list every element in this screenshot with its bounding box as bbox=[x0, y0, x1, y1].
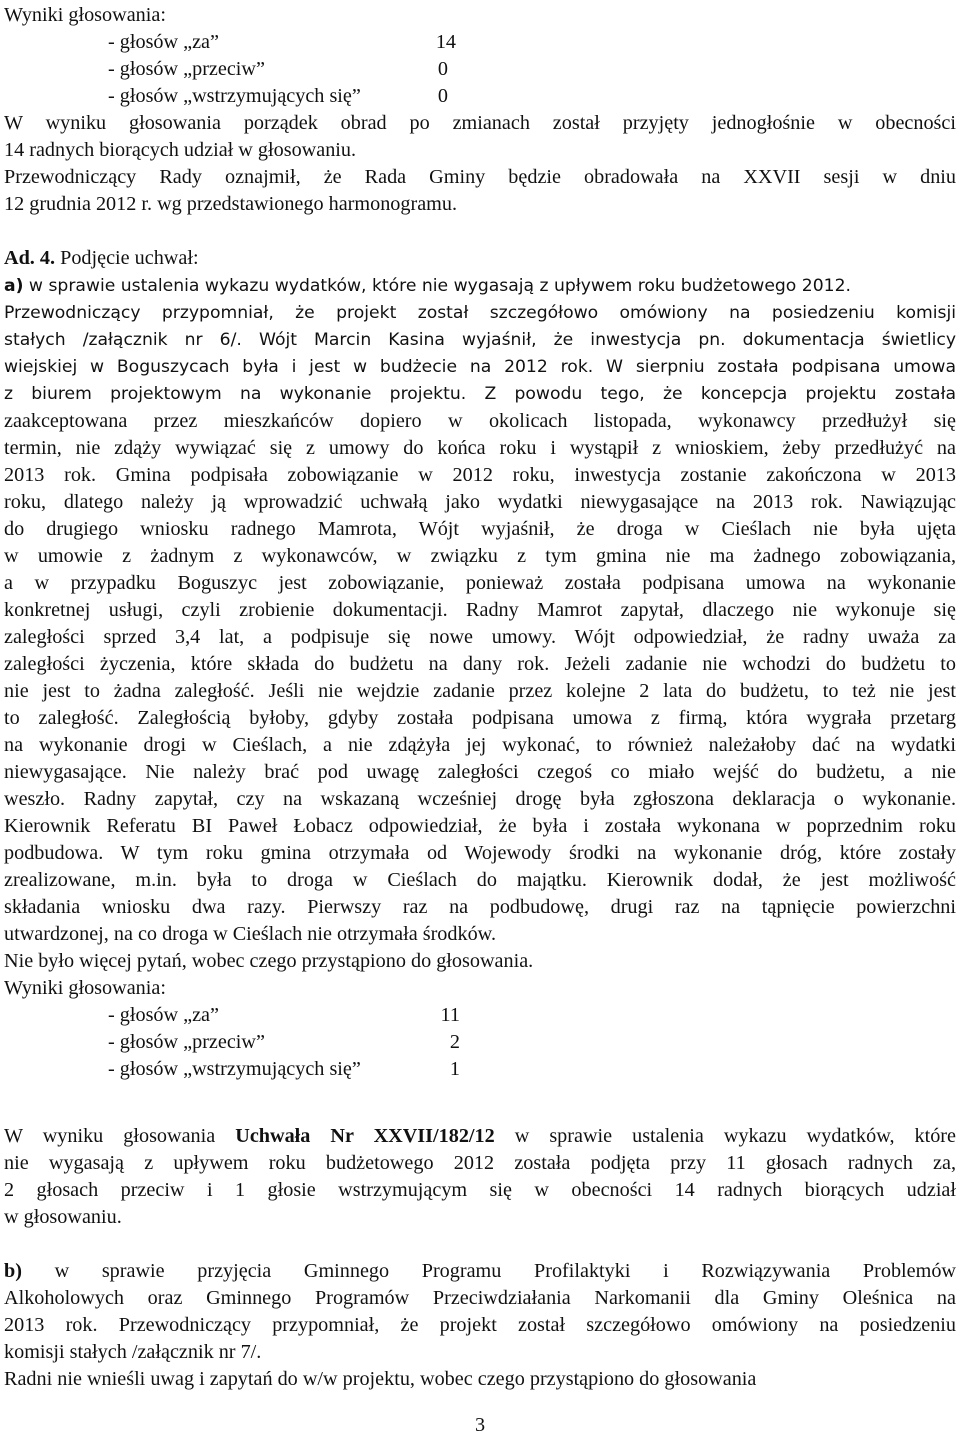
text-line: wiejskiej w Boguszycach była i jest w budżecie na 2012 rok. W sierpniu została podpisana umowa bbox=[4, 357, 956, 377]
resolution-a-title: w sprawie ustalenia wykazu wydatków, które nie wygasają z upływem roku budżetowego 2012. bbox=[23, 276, 851, 296]
vote-value: 0 bbox=[437, 85, 448, 107]
text-line: stałych /załącznik nr 6/. Wójt Marcin Kasina wyjaśnił, że inwestycja pn. dokumentacja świetlicy bbox=[4, 330, 956, 350]
text-line: w głosowaniu. bbox=[4, 1206, 122, 1228]
text-line: W wyniku głosowania porządek obrad po zmianach został przyjęty jednogłośnie w obecności bbox=[4, 112, 956, 134]
text-line: z biurem projektowym na wykonanie projektu. Z powodu tego, że koncepcja projektu została bbox=[4, 384, 956, 404]
text-line: termin, nie zdąży wywiązać się z umowy do końca roku i wystąpił z wnioskiem, żeby przedłużyć na bbox=[4, 437, 956, 459]
text-line: komisji stałych /załącznik nr 7/. bbox=[4, 1341, 262, 1363]
resolution-number: Uchwała Nr XXVII/182/12 bbox=[235, 1125, 495, 1147]
vote-label: - głosów „za” bbox=[108, 1004, 219, 1026]
text-line: Nie było więcej pytań, wobec czego przystąpiono do głosowania. bbox=[4, 950, 534, 972]
text-line: zaległości życzenia, które składa do budżetu na dany rok. Jeżeli zadanie nie wchodzi do budżetu to bbox=[4, 653, 956, 675]
text-line: Przewodniczący przypomniał, że projekt został szczegółowo omówiony na posiedzeniu komisji bbox=[4, 303, 956, 323]
text-line: Alkoholowych oraz Gminnego Programów Przeciwdziałania Narkomanii dla Gminy Oleśnica na bbox=[4, 1287, 956, 1309]
vote-value: 14 bbox=[435, 31, 456, 53]
agenda-item-heading bbox=[4, 245, 956, 273]
text-line: nie wygasają z upływem roku budżetowego 2012 została podjęta przy 11 głosach radnych za, bbox=[4, 1152, 956, 1174]
text-line: konkretnej usługi, czyli zrobienie dokumentacji. Radny Mamrot zapytał, dlaczego nie wykonuje się bbox=[4, 599, 956, 621]
text-line: 14 radnych biorących udział w głosowaniu. bbox=[4, 139, 357, 161]
text-line: 2 głosach przeciw i 1 głosie wstrzymującym się w obecności 14 radnych biorących udział bbox=[4, 1179, 956, 1201]
text-line: 12 grudnia 2012 r. wg przedstawionego harmonogramu. bbox=[4, 193, 457, 215]
text-line: Kierownik Referatu BI Paweł Łobacz odpowiedział, że była i została wykonana w poprzednim roku bbox=[4, 815, 956, 837]
text-line: 2013 rok. Przewodniczący przypomniał, że projekt został szczegółowo omówiony na posiedzeniu bbox=[4, 1314, 956, 1336]
text-line: weszło. Radny zapytał, czy na wskazaną wcześniej drogę była zgłoszona deklaracja o wykonanie. bbox=[4, 788, 956, 810]
resolution-a-label: a) bbox=[4, 276, 24, 296]
text-line: na wykonanie drogi w Cieślach, a nie zdążyła jej wykonać, to również należałoby dać na wydatki bbox=[4, 734, 956, 756]
text-line: niewygasające. Nie należy brać pod uwagę zaległości czegoś co miało wejść do budżetu, a nie bbox=[4, 761, 956, 783]
resolution-b-label: b) bbox=[4, 1260, 22, 1282]
text-line: Przewodniczący Rady oznajmił, że Rada Gminy będzie obradowała na XXVII sesji w dniu bbox=[4, 166, 956, 188]
text-line: to zaległość. Zaległością byłoby, gdyby została podpisana umowa z firmą, która wygrała przetarg bbox=[4, 707, 956, 729]
text-line: nie jest to żadna zaległość. Jeśli nie wejdzie zadanie przez kolejne 2 lata do budżetu, to też nie jest bbox=[4, 680, 956, 702]
resolution-result-subject: w sprawie ustalenia wykazu wydatków, które bbox=[494, 1125, 956, 1147]
vote-value: 0 bbox=[437, 58, 448, 80]
resolution-result-line bbox=[4, 1123, 956, 1151]
page-number: 3 bbox=[474, 1414, 486, 1436]
agenda-item-number: Ad. 4. bbox=[4, 247, 56, 269]
text-line: zaległości sprzed 3,4 lat, a podpisuje się nowe umowy. Wójt odpowiedział, że radny uważa za bbox=[4, 626, 956, 648]
text-line: w umowie z żadnym z wykonawców, w związku z tym gmina nie ma żadnego zobowiązania, bbox=[4, 545, 956, 567]
vote1-heading: Wyniki głosowania: bbox=[4, 4, 166, 26]
text-line: do drugiego wniosku radnego Mamrota, Wójt wyjaśnił, że droga w Cieślach nie była ujęta bbox=[4, 518, 956, 540]
vote-value: 1 bbox=[449, 1058, 460, 1080]
agenda-item-title: Podjęcie uchwał: bbox=[55, 247, 199, 269]
text-line: zrealizowane, m.in. była to droga w Cieślach do majątku. Kierownik dodał, że jest możliwość bbox=[4, 869, 956, 891]
vote-value: 11 bbox=[440, 1004, 460, 1026]
vote-label: - głosów „za” bbox=[108, 31, 219, 53]
vote-label: - głosów „wstrzymujących się” bbox=[108, 85, 361, 107]
text-line: Radni nie wnieśli uwag i zapytań do w/w projektu, wobec czego przystąpiono do głosowania bbox=[4, 1368, 757, 1390]
resolution-result-intro: W wyniku głosowania bbox=[4, 1125, 236, 1147]
text-line: podbudowa. W tym roku gmina otrzymała od Wojewody środki na wykonanie dróg, które zostały bbox=[4, 842, 956, 864]
text-line: zaakceptowana przez mieszkańców dopiero w okolicach listopada, wykonawcy przedłużył się bbox=[4, 410, 956, 432]
text-line: składania wniosku dwa razy. Pierwszy raz na podbudowę, drugi raz na tąpnięcie powierzchni bbox=[4, 896, 956, 918]
resolution-b-heading bbox=[4, 1258, 956, 1286]
vote-label: - głosów „przeciw” bbox=[108, 1031, 265, 1053]
resolution-a-heading bbox=[4, 273, 956, 301]
text-line: utwardzonej, na co droga w Cieślach nie otrzymała środków. bbox=[4, 923, 497, 945]
vote-label: - głosów „przeciw” bbox=[108, 58, 265, 80]
vote-value: 2 bbox=[449, 1031, 460, 1053]
vote2-heading: Wyniki głosowania: bbox=[4, 977, 166, 999]
text-line: 2013 rok. Gmina podpisała zobowiązanie w 2012 roku, inwestycja zostanie zakończona w 2013 bbox=[4, 464, 956, 486]
vote-label: - głosów „wstrzymujących się” bbox=[108, 1058, 361, 1080]
resolution-b-title: w sprawie przyjęcia Gminnego Programu Profilaktyki i Rozwiązywania Problemów bbox=[21, 1260, 956, 1282]
text-line: roku, dlatego należy ją wprowadzić uchwałą jako wydatki niewygasające na 2013 rok. Nawiązując bbox=[4, 491, 956, 513]
text-line: a w przypadku Boguszyc jest zobowiązanie, ponieważ została podpisana umowa na wykonanie bbox=[4, 572, 956, 594]
